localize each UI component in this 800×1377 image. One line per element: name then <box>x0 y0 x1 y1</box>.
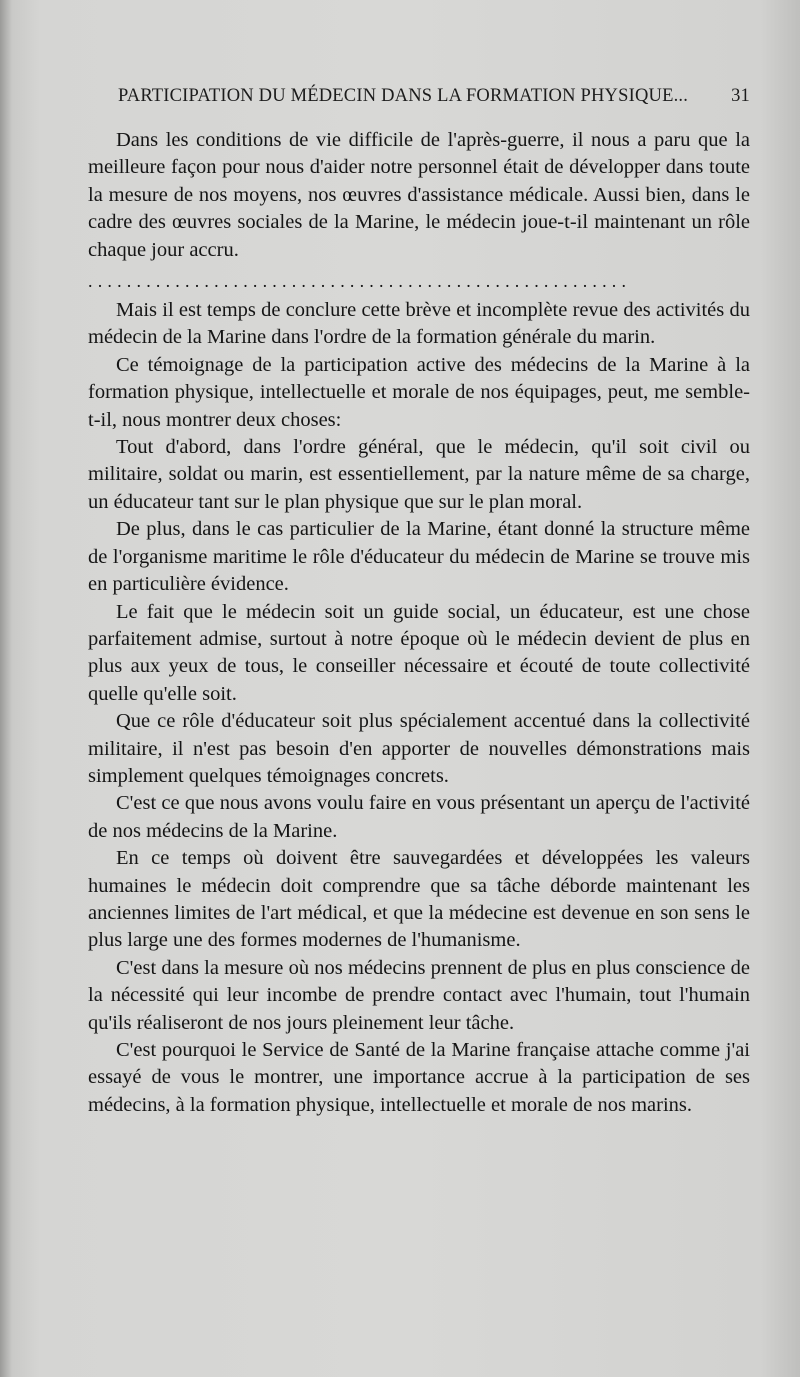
paragraph: Ce témoignage de la participation active des médecins de la Marine à la formation physique, intellectuelle et morale de nos équipages, peut, me semble-t-il, nous montrer deux choses: <box>88 353 750 431</box>
page-body <box>88 127 750 1119</box>
paragraph: C'est dans la mesure où nos médecins prennent de plus en plus conscience de la nécessité qui leur incombe de prendre contact avec l'humain, tout l'humain qu'ils réaliseront de nos jours pleinement leur tâche. <box>88 956 750 1034</box>
paragraph-intro: Dans les conditions de vie difficile de l'après-guerre, il nous a paru que la meilleure façon pour nous d'aider notre personnel était de développer dans toute la mesure de nos moyens, nos œuvres d'assistance médicale. Aussi bien, dans le cadre des œuvres sociales de la Marine, le médecin joue-t-il maintenant un rôle chaque jour accru. <box>88 129 750 261</box>
paragraph: C'est pourquoi le Service de Santé de la Marine française attache comme j'ai essayé de vous le montrer, une importance accrue à la participation de ses médecins, à la formation physique, intellectuelle et morale de nos marins. <box>88 1039 750 1116</box>
paragraph: En ce temps où doivent être sauvegardées et développées les valeurs humaines le médecin doit comprendre que sa tâche déborde maintenant les anciennes limites de l'art médical, et que la médecine est devenue en son sens le plus large une des formes modernes de l'humanisme. <box>88 847 750 952</box>
paragraph: Tout d'abord, dans l'ordre général, que le médecin, qu'il soit civil ou militaire, soldat ou marin, est essentiellement, par la nature même de sa charge, un éducateur tant sur le plan physique que sur le plan moral. <box>88 436 750 513</box>
running-title: PARTICIPATION DU MÉDECIN DANS LA FORMATION PHYSIQUE... <box>118 86 689 106</box>
running-header <box>118 86 750 107</box>
paragraph: C'est ce que nous avons voulu faire en vous présentant un aperçu de l'activité de nos médecins de la Marine. <box>88 792 750 842</box>
page-number: 31 <box>731 86 750 106</box>
page-binding-edge <box>0 0 12 1377</box>
paragraph: De plus, dans le cas particulier de la Marine, étant donné la structure même de l'organisme maritime le rôle d'éducateur du médecin de Marine se trouve mis en particulière évidence. <box>88 518 750 596</box>
paragraph: Que ce rôle d'éducateur soit plus spécialement accentué dans la collectivité militaire, il n'est pas besoin d'en apporter de nouvelles démonstrations mais simplement quelques témoignages concrets. <box>88 710 750 787</box>
paragraph: Mais il est temps de conclure cette brève et incomplète revue des activités du médecin de la Marine dans l'ordre de la formation générale du marin. <box>88 299 750 349</box>
ellipsis-separator: ........................................................ <box>88 271 632 292</box>
paragraph: Le fait que le médecin soit un guide social, un éducateur, est une chose parfaitement admise, surtout à notre époque où le médecin devient de plus en plus aux yeux de tous, le conseiller nécessaire et écouté de toute collectivité quelle qu'elle soit. <box>88 600 750 705</box>
